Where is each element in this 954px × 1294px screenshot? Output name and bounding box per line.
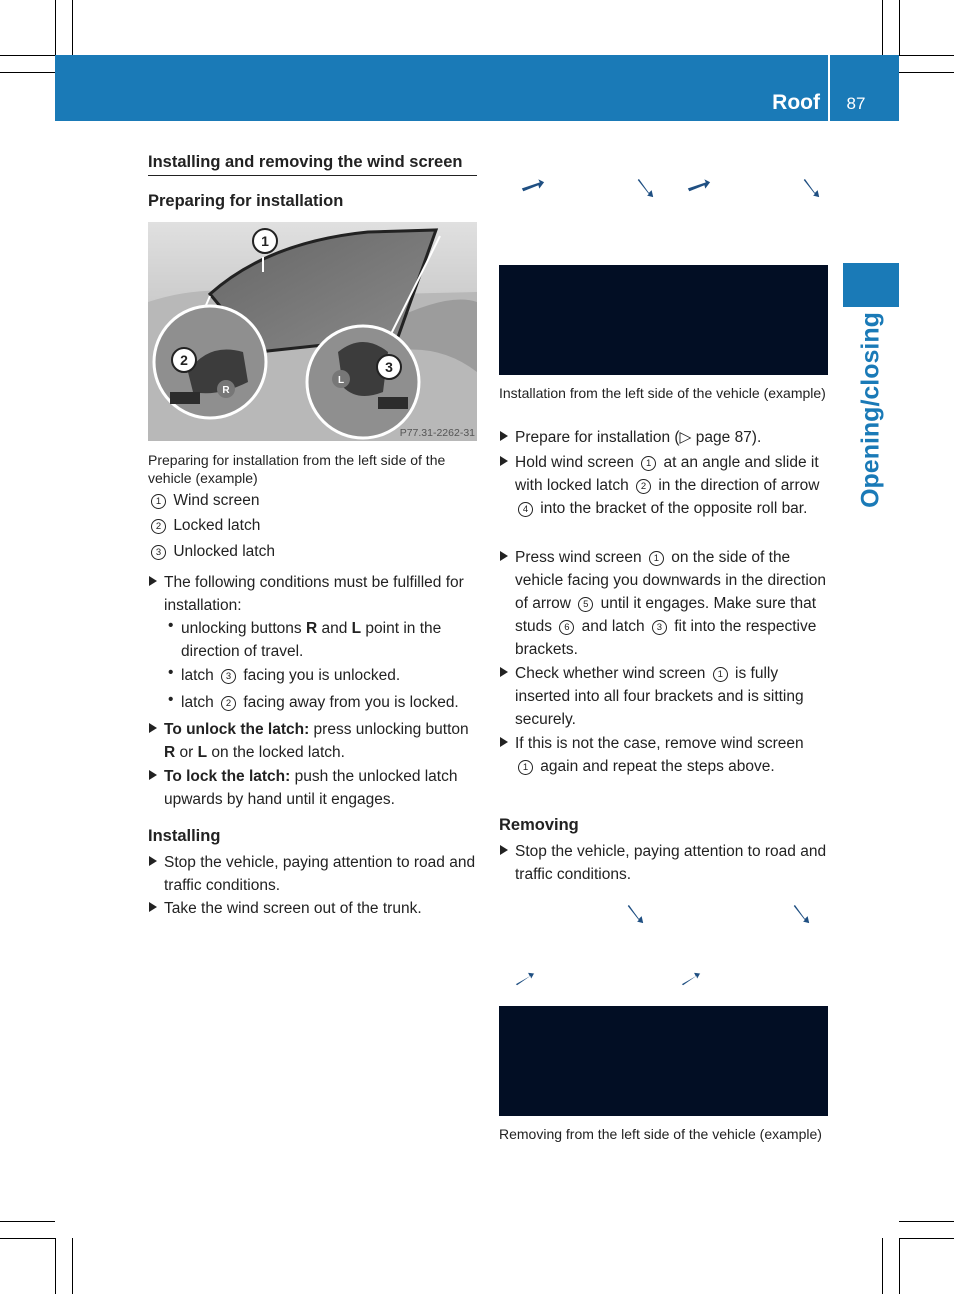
arrow-icon bbox=[793, 904, 810, 924]
text-run: facing you is unlocked. bbox=[239, 667, 401, 684]
text-run: point in the direction of travel. bbox=[181, 620, 442, 660]
text-run: L bbox=[197, 744, 208, 761]
legend-label: Unlocked latch bbox=[173, 543, 275, 560]
callout-3: 3 bbox=[385, 359, 393, 375]
text-run: again and repeat the steps above. bbox=[536, 758, 775, 775]
step-arrow-icon bbox=[500, 737, 508, 747]
legend-number: 1 bbox=[151, 494, 166, 509]
text-run: at an angle and slide it with locked latch bbox=[515, 454, 819, 494]
section-heading bbox=[148, 153, 477, 176]
ref-number: 2 bbox=[221, 696, 236, 711]
step-arrow-icon bbox=[149, 902, 157, 912]
button-l-label: L bbox=[337, 375, 345, 386]
text-run: press unlocking button bbox=[309, 721, 469, 738]
side-tab-marker bbox=[843, 263, 899, 307]
figure-caption: Removing from the left side of the vehicle (example) bbox=[499, 1126, 822, 1142]
install-step: Prepare for installation (▷ page 87). bbox=[515, 429, 762, 446]
text-run: latch bbox=[181, 667, 219, 684]
step-arrow-icon bbox=[500, 456, 508, 466]
text-run: is fully inserted into all four brackets and is sitting securely. bbox=[515, 665, 804, 728]
crop-mark bbox=[882, 1238, 883, 1294]
ref-number: 1 bbox=[649, 551, 664, 566]
ref-number: 3 bbox=[652, 620, 667, 635]
figure-caption: Installation from the left side of the vehicle (example) bbox=[499, 385, 826, 401]
step-arrow-icon bbox=[500, 551, 508, 561]
bullet-icon: • bbox=[168, 617, 174, 634]
legend-number: 3 bbox=[151, 545, 166, 560]
legend-label: Locked latch bbox=[173, 517, 261, 534]
subheading-installing: Installing bbox=[148, 827, 221, 845]
crop-mark bbox=[899, 1221, 954, 1222]
ref-number: 1 bbox=[713, 667, 728, 682]
ref-number: 2 bbox=[636, 479, 651, 494]
arrow-icon bbox=[515, 972, 535, 986]
ref-number: 4 bbox=[518, 502, 533, 517]
chapter-label: Opening/closing bbox=[856, 312, 885, 508]
crop-mark bbox=[72, 0, 73, 55]
text-run: Press wind screen bbox=[515, 549, 646, 566]
step-arrow-icon bbox=[149, 770, 157, 780]
crop-mark bbox=[0, 55, 55, 56]
arrow-icon bbox=[637, 178, 654, 198]
crop-mark bbox=[882, 0, 883, 55]
crop-mark bbox=[0, 1221, 55, 1222]
removing-figure bbox=[499, 1006, 828, 1116]
figure-caption: Preparing for installation from the left side of the vehicle (example) bbox=[148, 452, 446, 486]
text-run: L bbox=[351, 620, 362, 637]
page-number: 87 bbox=[846, 94, 866, 113]
text-run: or bbox=[175, 744, 198, 761]
remove-step: Stop the vehicle, paying attention to road and traffic conditions. bbox=[515, 843, 827, 883]
install-arrows-figure bbox=[499, 160, 828, 260]
text-run: Hold wind screen bbox=[515, 454, 639, 471]
header-divider bbox=[828, 55, 830, 121]
condition-item bbox=[181, 691, 481, 714]
install-step bbox=[515, 732, 815, 778]
subheading-removing: Removing bbox=[499, 816, 579, 834]
remove-arrows-figure bbox=[499, 890, 828, 1000]
text-run: latch bbox=[181, 694, 219, 711]
crop-mark bbox=[899, 1238, 900, 1294]
crop-mark bbox=[55, 1238, 56, 1294]
callout-2: 2 bbox=[180, 352, 188, 368]
step-arrow-icon bbox=[500, 667, 508, 677]
installation-figure bbox=[499, 265, 828, 375]
bullet-icon: • bbox=[168, 664, 174, 681]
text-run: facing away from you is locked. bbox=[239, 694, 459, 711]
button-r-label: R bbox=[222, 385, 230, 396]
arrow-icon bbox=[803, 178, 820, 198]
step-unlock bbox=[164, 718, 477, 764]
text-run: fit into the respective brackets. bbox=[515, 618, 817, 658]
text-run: unlocking buttons bbox=[181, 620, 306, 637]
install-step: Take the wind screen out of the trunk. bbox=[164, 900, 422, 917]
text-run: into the bracket of the opposite roll bar. bbox=[536, 500, 808, 517]
crop-mark bbox=[72, 1238, 73, 1294]
install-step bbox=[515, 662, 833, 731]
install-step bbox=[515, 546, 828, 661]
crop-mark bbox=[0, 72, 55, 73]
text-run: until it engages. Make sure that studs bbox=[515, 595, 817, 635]
section-title: Roof bbox=[772, 91, 820, 114]
legend-item bbox=[148, 540, 275, 563]
step-conditions: The following conditions must be fulfilled for installation: bbox=[164, 574, 464, 614]
step-arrow-icon bbox=[149, 723, 157, 733]
callout-1: 1 bbox=[261, 233, 269, 249]
figure-code: P77.31-2262-31 bbox=[399, 427, 475, 439]
arrow-icon bbox=[521, 178, 545, 192]
bullet-icon: • bbox=[168, 691, 174, 708]
section-heading-text: Installing and removing the wind screen bbox=[148, 153, 463, 171]
legend-label: Wind screen bbox=[173, 492, 260, 509]
install-step bbox=[515, 451, 829, 520]
text-run: R bbox=[305, 620, 318, 637]
crop-mark bbox=[899, 0, 900, 55]
legend-item bbox=[148, 489, 259, 512]
text-run: Check whether wind screen bbox=[515, 665, 710, 682]
text-run: and bbox=[317, 620, 352, 637]
text-run: on the side of the vehicle facing you downwards in the direction of arrow bbox=[515, 549, 827, 612]
crop-mark bbox=[55, 0, 56, 55]
wind-screen-illustration bbox=[148, 222, 477, 441]
step-arrow-icon bbox=[149, 576, 157, 586]
text-run: R bbox=[164, 744, 176, 761]
text-run: push the unlocked latch upwards by hand until it engages. bbox=[164, 768, 458, 808]
step-arrow-icon bbox=[500, 845, 508, 855]
step-lock bbox=[164, 765, 480, 811]
text-run: on the locked latch. bbox=[207, 744, 345, 761]
ref-number: 1 bbox=[518, 760, 533, 775]
text-run: To unlock the latch: bbox=[164, 721, 310, 738]
condition-item bbox=[181, 664, 477, 687]
ref-number: 5 bbox=[578, 597, 593, 612]
install-step: Stop the vehicle, paying attention to road and traffic conditions. bbox=[164, 854, 476, 894]
figure-preparing-photo bbox=[148, 222, 477, 441]
crop-mark bbox=[899, 1238, 954, 1239]
crop-mark bbox=[899, 72, 954, 73]
text-run: and latch bbox=[577, 618, 649, 635]
ref-number: 1 bbox=[641, 456, 656, 471]
step-arrow-icon bbox=[149, 856, 157, 866]
arrow-icon bbox=[687, 178, 711, 192]
crop-mark bbox=[0, 1238, 55, 1239]
text-run: To lock the latch: bbox=[164, 768, 291, 785]
crop-mark bbox=[899, 55, 954, 56]
step-arrow-icon bbox=[500, 431, 508, 441]
text-run: If this is not the case, remove wind screen bbox=[515, 735, 804, 752]
legend-item bbox=[148, 514, 260, 537]
ref-number: 6 bbox=[559, 620, 574, 635]
subheading-preparing: Preparing for installation bbox=[148, 192, 344, 210]
condition-item bbox=[181, 617, 477, 663]
text-run: in the direction of arrow bbox=[654, 477, 820, 494]
arrow-icon bbox=[681, 972, 701, 986]
legend-number: 2 bbox=[151, 519, 166, 534]
ref-number: 3 bbox=[221, 669, 236, 684]
arrow-icon bbox=[627, 904, 644, 924]
